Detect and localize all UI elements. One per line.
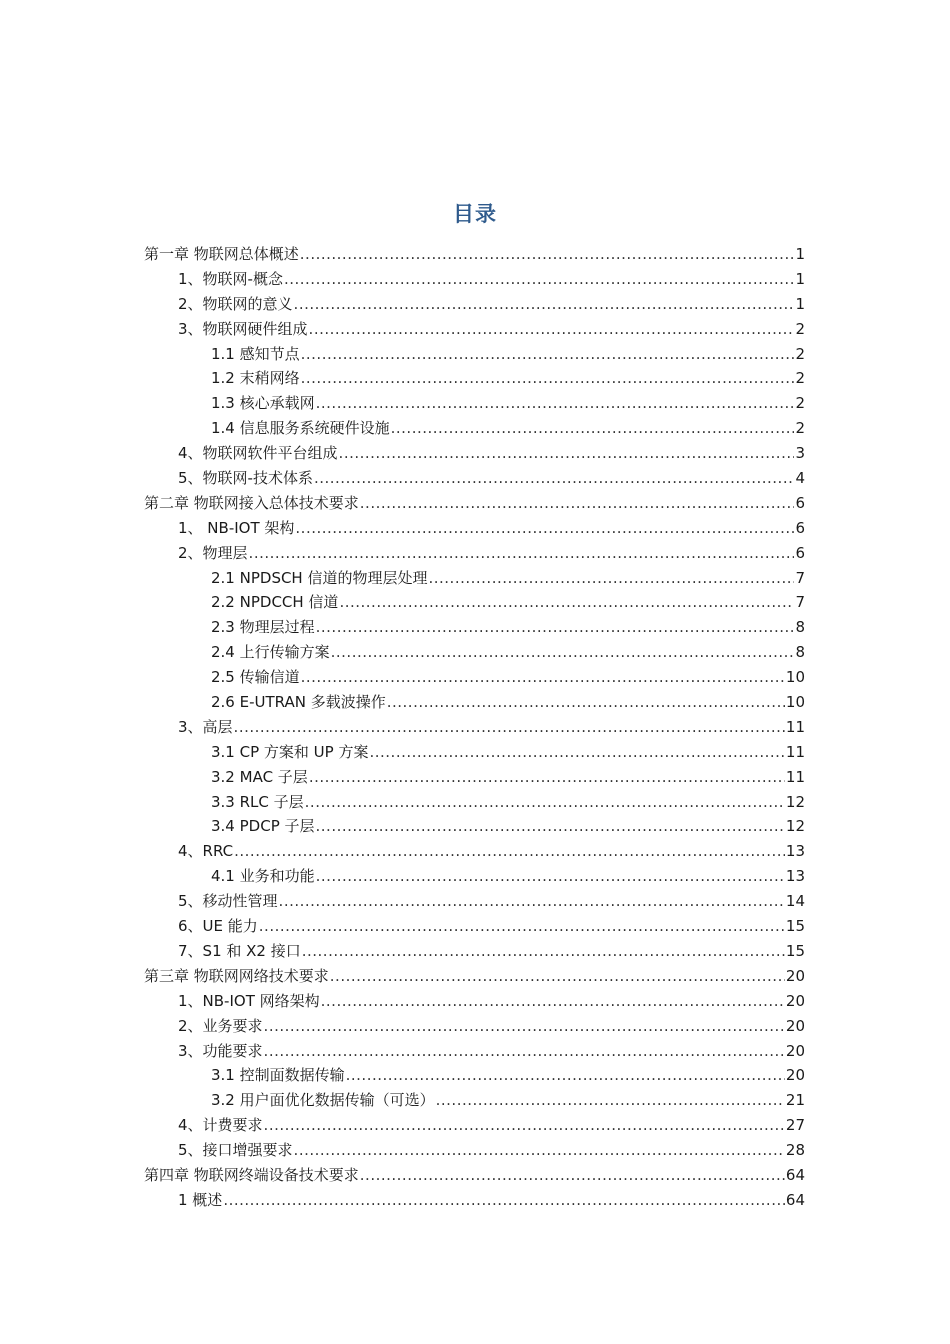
toc-entry-text: 4、物联网软件平台组成 [178,444,338,463]
toc-entry[interactable] [144,516,805,541]
toc-entry-page: 3 [795,444,805,463]
dot-leader [295,516,794,541]
toc-entry-page: 11 [785,742,805,761]
dot-leader [223,1188,785,1213]
toc-entry[interactable] [144,566,805,591]
toc-entry[interactable] [144,964,805,989]
toc-entry[interactable] [144,317,805,342]
toc-entry-page: 27 [785,1116,805,1135]
toc-entry-text: 第三章 物联网网络技术要求 [144,966,329,985]
toc-entry-text: 1.4 信息服务系统硬件设施 [211,419,390,438]
toc-entry-page: 8 [795,643,805,662]
dot-leader [391,416,795,441]
toc-entry-text: 7、S1 和 X2 接口 [178,941,301,960]
toc-entry-text: 3、物联网硬件组成 [178,319,308,338]
toc-entry-text: 2.6 E-UTRAN 多载波操作 [211,693,386,712]
toc-entry-text: 3.3 RLC 子层 [211,792,304,811]
toc-entry-text: 3.2 用户面优化数据传输（可选） [211,1091,435,1110]
dot-leader [330,964,785,989]
toc-entry[interactable] [144,715,805,740]
toc-entry-text: 3.1 控制面数据传输 [211,1066,345,1085]
toc-entry-page: 20 [785,1041,805,1060]
toc-entry-page: 8 [795,618,805,637]
toc-entry-page: 15 [785,917,805,936]
toc-entry[interactable] [144,1014,805,1039]
toc-entry-page: 20 [785,1066,805,1085]
toc-entry[interactable] [144,1063,805,1088]
toc-entry[interactable] [144,1039,805,1064]
toc-entry[interactable] [144,640,805,665]
toc-entry-page: 1 [795,294,805,313]
toc-entry[interactable] [144,541,805,566]
toc-entry-text: 2、业务要求 [178,1016,263,1035]
toc-entry-text: 2、物理层 [178,543,248,562]
toc-entry-page: 20 [785,966,805,985]
dot-leader [339,441,795,466]
toc-entry-text: 1.1 感知节点 [211,344,300,363]
toc-entry-text: 4、计费要求 [178,1116,263,1135]
toc-entry-text: 5、接口增强要求 [178,1141,293,1160]
dot-leader [279,889,785,914]
dot-leader [264,1113,785,1138]
dot-leader [294,292,795,317]
toc-entry[interactable] [144,989,805,1014]
dot-leader [436,1088,785,1113]
toc-entry-text: 第四章 物联网终端设备技术要求 [144,1165,359,1184]
toc-entry-page: 15 [785,941,805,960]
table-of-contents [144,242,805,1213]
toc-entry-page: 12 [785,817,805,836]
toc-entry-page: 21 [785,1091,805,1110]
toc-entry-text: 3、高层 [178,717,233,736]
dot-leader [316,391,795,416]
dot-leader [284,267,794,292]
toc-entry-page: 6 [795,543,805,562]
dot-leader [346,1063,785,1088]
toc-entry-text: 1、NB-IOT 网络架构 [178,991,320,1010]
toc-entry[interactable] [144,466,805,491]
toc-entry-page: 7 [795,568,805,587]
dot-leader [387,690,785,715]
dot-leader [259,914,785,939]
toc-entry[interactable] [144,1138,805,1163]
dot-leader [234,715,785,740]
dot-leader [300,242,795,267]
toc-entry-page: 10 [785,668,805,687]
dot-leader [305,790,785,815]
toc-entry-text: 4、RRC [178,842,234,861]
dot-leader [249,541,795,566]
toc-entry-page: 10 [785,693,805,712]
dot-leader [369,740,784,765]
toc-entry-page: 20 [785,991,805,1010]
dot-leader [316,615,795,640]
toc-entry[interactable] [144,292,805,317]
toc-entry[interactable] [144,914,805,939]
dot-leader [294,1138,785,1163]
toc-entry-text: 2.1 NPDSCH 信道的物理层处理 [211,568,428,587]
dot-leader [316,864,785,889]
toc-entry-text: 5、移动性管理 [178,892,278,911]
toc-entry[interactable] [144,1113,805,1138]
toc-entry-text: 2.3 物理层过程 [211,618,315,637]
toc-entry-page: 14 [785,892,805,911]
toc-entry-page: 28 [785,1141,805,1160]
toc-entry-text: 3、功能要求 [178,1041,263,1060]
toc-entry-page: 2 [795,369,805,388]
toc-entry[interactable] [144,690,805,715]
toc-entry[interactable] [144,391,805,416]
toc-entry-text: 1、物联网-概念 [178,269,283,288]
toc-entry[interactable] [144,765,805,790]
toc-entry-page: 2 [795,319,805,338]
toc-entry-text: 2.4 上行传输方案 [211,643,330,662]
toc-entry-text: 3.1 CP 方案和 UP 方案 [211,742,369,761]
toc-entry-page: 11 [785,717,805,736]
toc-entry[interactable] [144,740,805,765]
toc-entry-page: 2 [795,394,805,413]
dot-leader [428,566,794,591]
toc-entry[interactable] [144,665,805,690]
toc-entry-page: 20 [785,1016,805,1035]
toc-entry-page: 13 [785,842,805,861]
dot-leader [321,989,785,1014]
toc-entry-page: 1 [795,245,805,263]
toc-entry-page: 64 [785,1190,805,1209]
toc-entry[interactable] [144,814,805,839]
toc-entry-text: 1 概述 [178,1190,223,1209]
dot-leader [316,814,785,839]
toc-entry[interactable] [144,864,805,889]
toc-entry[interactable] [144,889,805,914]
toc-entry[interactable] [144,416,805,441]
toc-entry[interactable] [144,615,805,640]
dot-leader [360,1163,785,1188]
dot-leader [309,317,795,342]
dot-leader [302,939,785,964]
dot-leader [264,1014,785,1039]
toc-entry[interactable] [144,1088,805,1113]
toc-entry-text: 4.1 业务和功能 [211,867,315,886]
toc-entry-page: 4 [795,469,805,488]
toc-entry[interactable] [144,441,805,466]
toc-entry[interactable] [144,939,805,964]
toc-entry-page: 1 [795,269,805,288]
dot-leader [264,1039,785,1064]
toc-entry[interactable] [144,366,805,391]
toc-title: 目录 [453,202,497,226]
dot-leader [234,839,785,864]
dot-leader [301,342,795,367]
toc-entry[interactable] [144,1188,805,1213]
toc-entry-text: 6、UE 能力 [178,917,258,936]
toc-entry-text: 3.4 PDCP 子层 [211,817,315,836]
toc-entry-text: 2.2 NPDCCH 信道 [211,593,339,612]
dot-leader [314,466,794,491]
toc-entry-page: 2 [795,344,805,363]
toc-entry-text: 1.2 末稍网络 [211,369,300,388]
toc-entry-page: 6 [795,518,805,537]
toc-entry[interactable] [144,790,805,815]
toc-entry-text: 1、 NB-IOT 架构 [178,518,295,537]
toc-entry-text: 2、物联网的意义 [178,294,293,313]
toc-entry[interactable] [144,839,805,864]
toc-entry-page: 7 [795,593,805,612]
toc-entry[interactable] [144,267,805,292]
toc-entry[interactable] [144,590,805,615]
toc-entry-page: 12 [785,792,805,811]
toc-entry-page: 13 [785,867,805,886]
toc-entry-page: 6 [795,493,805,512]
toc-entry-page: 11 [785,767,805,786]
toc-entry[interactable] [144,1163,805,1188]
toc-entry-page: 2 [795,419,805,438]
toc-entry-page: 64 [785,1165,805,1184]
dot-leader [339,590,794,615]
toc-entry[interactable] [144,242,805,267]
dot-leader [309,765,785,790]
toc-entry[interactable] [144,342,805,367]
dot-leader [360,491,795,516]
toc-entry-text: 2.5 传输信道 [211,668,300,687]
toc-entry-text: 3.2 MAC 子层 [211,767,308,786]
toc-entry[interactable] [144,491,805,516]
toc-entry-text: 第二章 物联网接入总体技术要求 [144,493,359,512]
toc-entry-text: 5、物联网-技术体系 [178,469,313,488]
toc-entry-text: 1.3 核心承载网 [211,394,315,413]
dot-leader [331,640,795,665]
dot-leader [301,665,785,690]
dot-leader [301,366,795,391]
toc-entry-text: 第一章 物联网总体概述 [144,245,299,263]
